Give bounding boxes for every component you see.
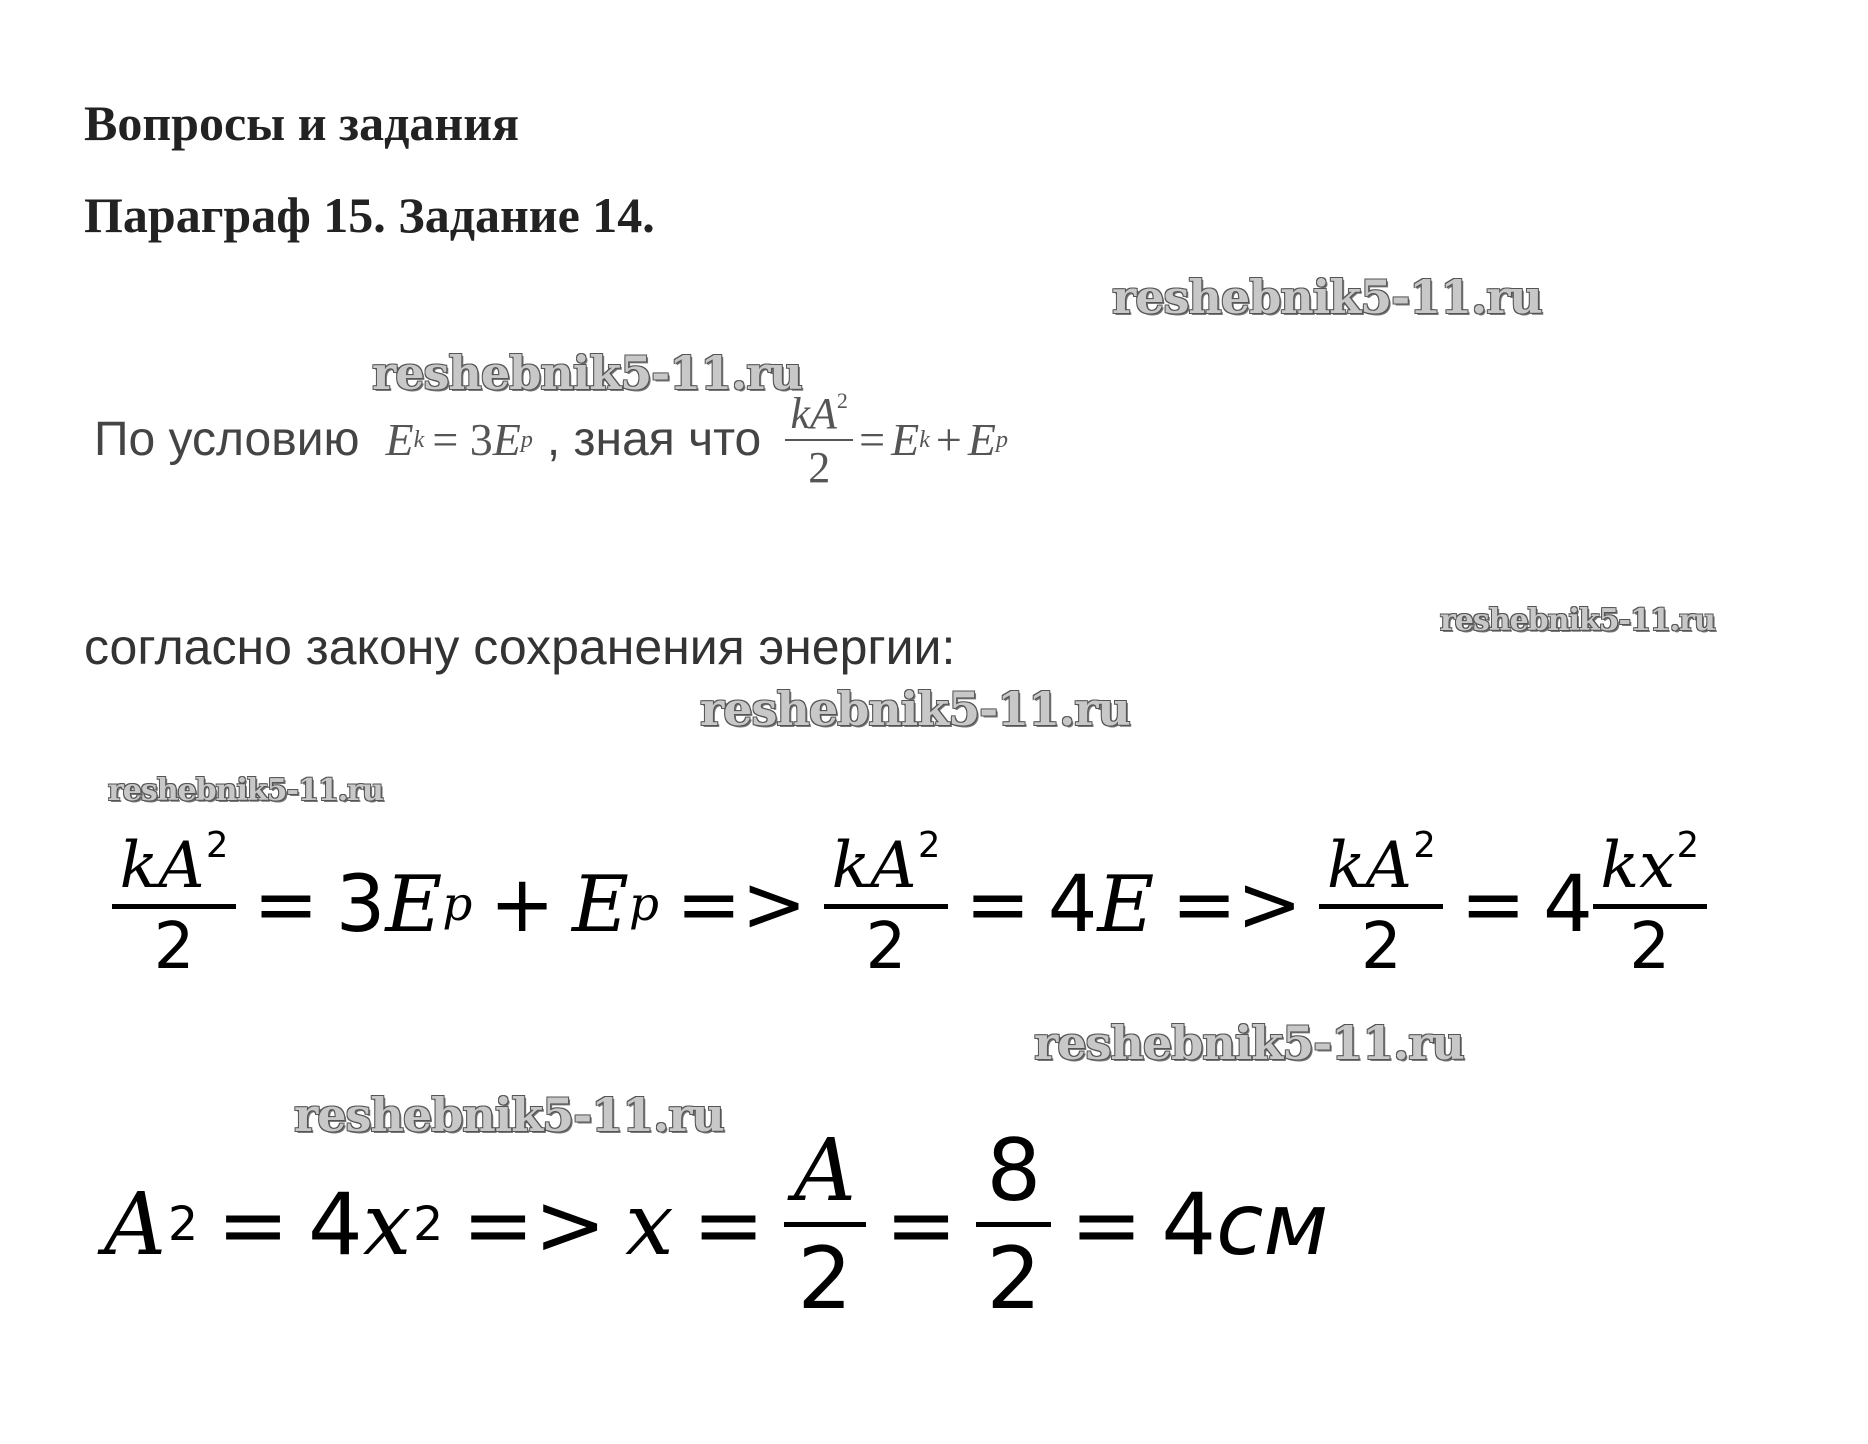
exponent-2: 2 bbox=[206, 825, 229, 867]
watermark: reshebnik5-11.ru bbox=[294, 1088, 724, 1142]
amplitude-symbol: A bbox=[104, 1175, 167, 1275]
condition-line bbox=[94, 380, 1008, 500]
subscript-p: p bbox=[995, 427, 1008, 453]
law-text: согласно закону сохранения энергии: bbox=[84, 619, 956, 675]
energy-symbol: E bbox=[1097, 860, 1155, 950]
fraction-A-over-2 bbox=[784, 1121, 867, 1329]
equals-three: = 3 bbox=[432, 414, 493, 465]
watermark: reshebnik5-11.ru bbox=[1034, 1016, 1464, 1070]
subscript-p: p bbox=[442, 877, 473, 932]
denominator-2: 2 bbox=[153, 910, 195, 985]
equals-sign: = bbox=[253, 860, 319, 950]
energy-symbol: E bbox=[385, 860, 443, 950]
numerator-kx: kx bbox=[1600, 829, 1676, 904]
subscript-p: p bbox=[628, 877, 659, 932]
watermark: reshebnik5-11.ru bbox=[372, 346, 802, 400]
exponent-2: 2 bbox=[413, 1197, 444, 1253]
watermark: reshebnik5-11.ru bbox=[108, 773, 383, 808]
paragraph-title: Параграф 15. Задание 14. bbox=[84, 187, 655, 243]
section-title: Вопросы и задания bbox=[84, 95, 520, 151]
equals-sign: = bbox=[1070, 1175, 1143, 1275]
implies-sign: => bbox=[676, 860, 807, 950]
denominator-2: 2 bbox=[986, 1228, 1042, 1329]
energy-kinetic-symbol: E bbox=[385, 414, 414, 465]
equals-sign: = bbox=[859, 414, 886, 465]
implies-sign: => bbox=[462, 1175, 607, 1275]
denominator-2: 2 bbox=[865, 910, 907, 985]
numerator-kA: kA bbox=[1326, 829, 1412, 904]
coefficient-4: 4 bbox=[1543, 860, 1593, 950]
implies-sign: => bbox=[1171, 860, 1303, 950]
subscript-k: k bbox=[413, 427, 425, 453]
numerator-kA: kA bbox=[790, 388, 837, 438]
energy-symbol: E bbox=[571, 860, 629, 950]
numerator-8: 8 bbox=[976, 1126, 1051, 1226]
exponent-2: 2 bbox=[917, 825, 941, 867]
watermark: reshebnik5-11.ru bbox=[700, 682, 1130, 736]
energy-potential-symbol: E bbox=[492, 414, 521, 465]
subscript-p: p bbox=[520, 427, 533, 453]
fraction-kA2-over-2 bbox=[112, 825, 236, 985]
denominator-2: 2 bbox=[808, 442, 831, 492]
fraction-kA2-over-2 bbox=[1319, 825, 1443, 985]
exponent-2: 2 bbox=[1676, 825, 1699, 867]
equals-sign: = bbox=[217, 1175, 290, 1275]
watermark: reshebnik5-11.ru bbox=[1112, 270, 1542, 324]
condition-middle: , зная что bbox=[546, 413, 762, 466]
coefficient-3: 3 bbox=[335, 860, 386, 950]
numerator-kA: kA bbox=[831, 829, 917, 904]
denominator-2: 2 bbox=[1361, 910, 1402, 985]
denominator-2: 2 bbox=[797, 1228, 853, 1329]
exponent-2: 2 bbox=[168, 1197, 199, 1253]
watermark: reshebnik5-11.ru bbox=[1440, 603, 1715, 638]
equation-result bbox=[104, 1120, 1328, 1330]
condition-prefix: По условию bbox=[94, 413, 360, 466]
numerator-A: A bbox=[784, 1126, 867, 1226]
equals-sign: = bbox=[1460, 860, 1526, 950]
equals-sign: = bbox=[965, 860, 1031, 950]
equals-sign: = bbox=[692, 1175, 765, 1275]
fraction-kx2-over-2 bbox=[1593, 825, 1707, 985]
equation-energy bbox=[112, 820, 1707, 990]
displacement-symbol: x bbox=[625, 1175, 674, 1275]
subscript-k: k bbox=[919, 427, 930, 453]
result-unit: см bbox=[1216, 1175, 1329, 1275]
coefficient-4: 4 bbox=[307, 1175, 363, 1275]
exponent-2: 2 bbox=[1413, 825, 1436, 867]
displacement-symbol: x bbox=[362, 1175, 412, 1275]
energy-kinetic-symbol: E bbox=[891, 414, 920, 465]
numerator-kA: kA bbox=[119, 829, 205, 904]
result-value: 4 bbox=[1161, 1175, 1217, 1275]
coefficient-4: 4 bbox=[1047, 860, 1098, 950]
plus-sign: + bbox=[935, 414, 962, 465]
fraction-kA2-over-2 bbox=[824, 825, 948, 985]
denominator-2: 2 bbox=[1629, 910, 1671, 985]
equals-sign: = bbox=[885, 1175, 958, 1275]
fraction-8-over-2 bbox=[976, 1121, 1051, 1329]
energy-potential-symbol: E bbox=[967, 414, 996, 465]
plus-sign: + bbox=[489, 860, 555, 950]
fraction-kA2-over-2 bbox=[785, 389, 853, 491]
exponent-2: 2 bbox=[836, 387, 848, 413]
